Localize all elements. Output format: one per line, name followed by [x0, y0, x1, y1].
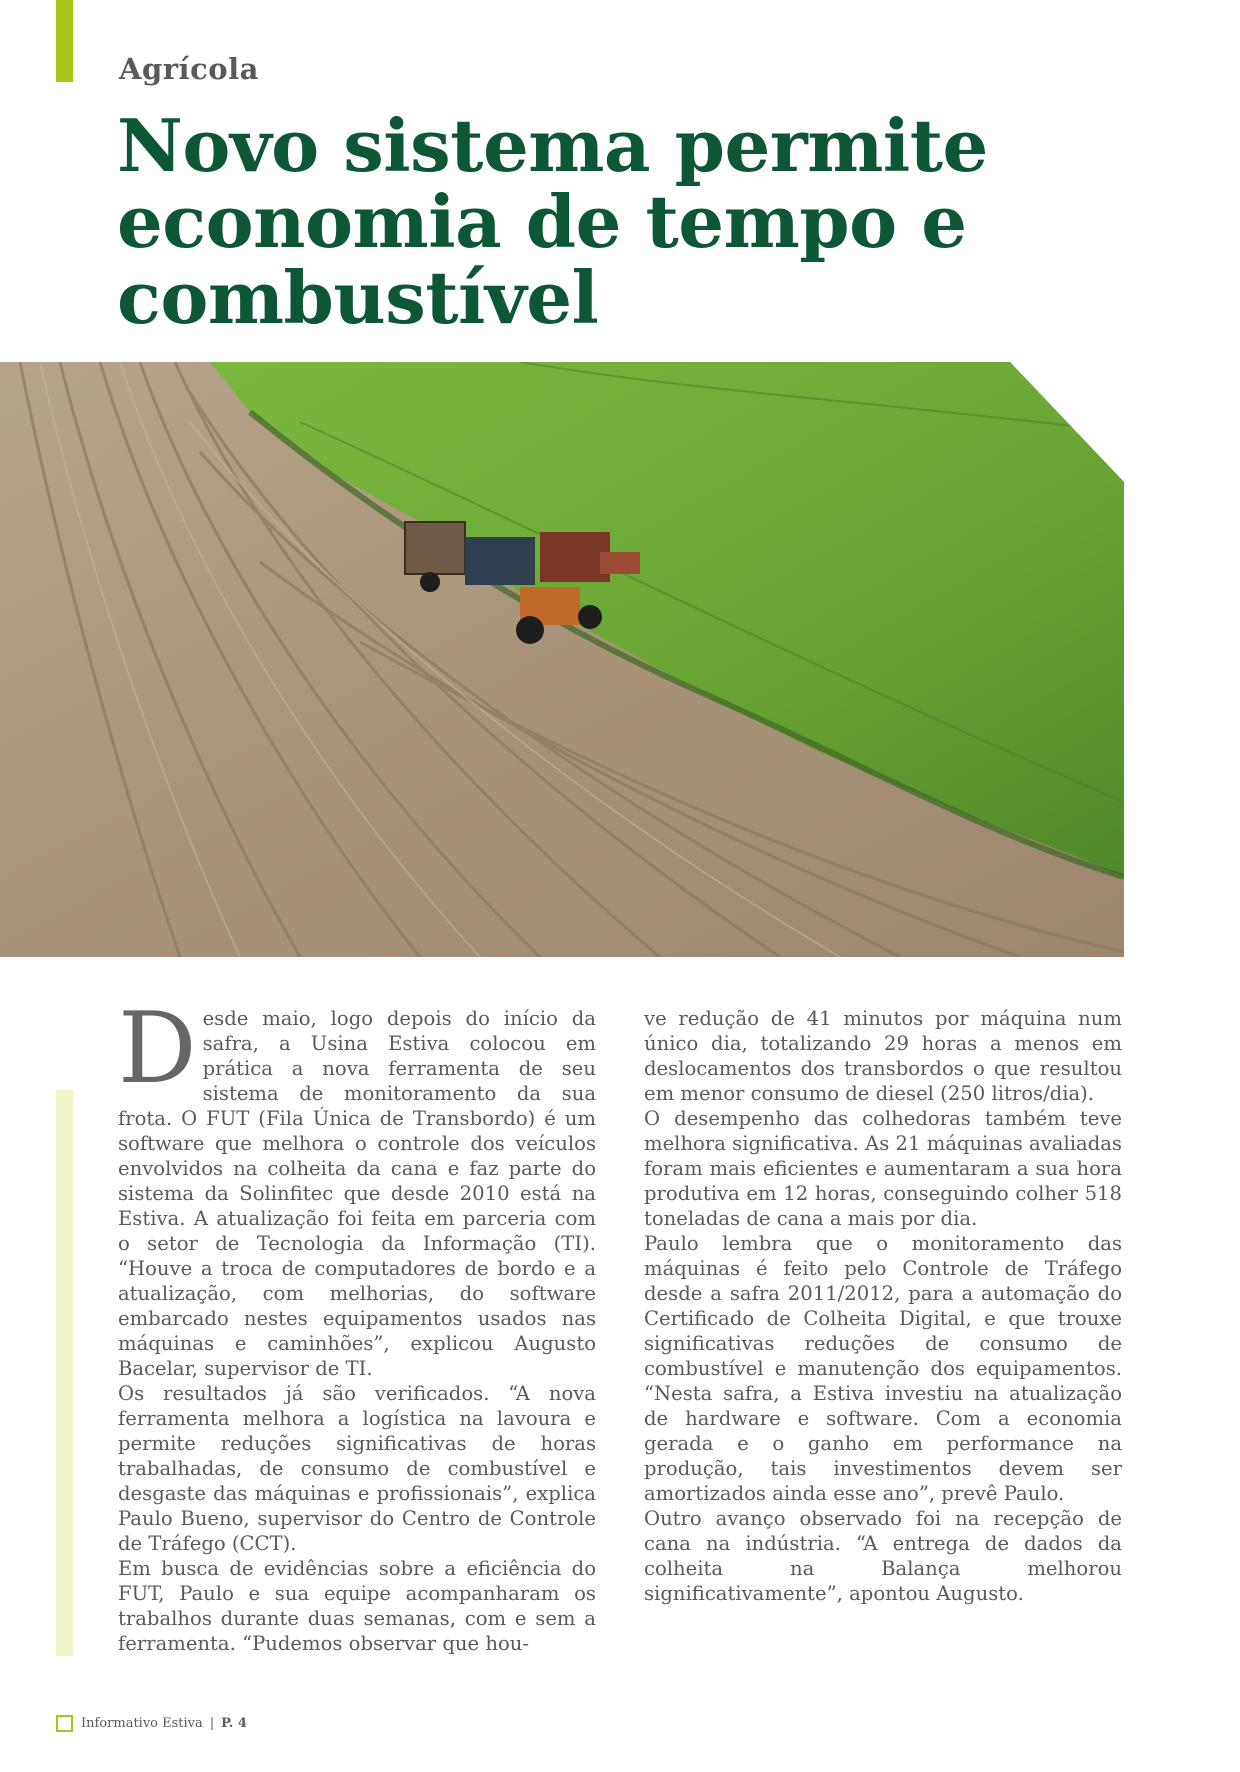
headline	[117, 103, 1177, 340]
publication-name: Informativo Estiva	[81, 1715, 203, 1731]
page-footer	[56, 1713, 247, 1733]
paragraph-text: esde maio, logo depois do início da safra, a Usina Estiva colocou em prática a nova ferramenta de seu sistema de monitoramento da sua frota. O FUT (Fila Única de Transbordo) é um software que melhora o controle dos veículos envolvidos na colheita da cana e faz parte do sistema da Solinfitec que desde 2010 está na Estiva. A atualização foi feita em parceria com o setor de Tecnologia da Informação (TI). “Houve a troca de computadores de bordo e a atualização, com melhorias, do software embarcado nestes equipamentos usados nas máquinas e caminhões”, explicou Augusto Bacelar, supervisor de TI.	[118, 1007, 596, 1380]
article-paragraph: Em busca de evidências sobre a eficiência do FUT, Paulo e sua equipe acompanharam os trabalhos durante duas semanas, com e sem a ferramenta. “Pudemos observar que hou-	[118, 1557, 596, 1655]
article-paragraph: Paulo lembra que o monitoramento das máquinas é feito pelo Controle de Tráfego desde a safra 2011/2012, para a automação do Certificado de Colheita Digital, e que trouxe significativas reduções de consumo de combustível e manutenção dos equipamentos. “Nesta safra, a Estiva investiu na atualização de hardware e software. Com a economia gerada e o ganho em performance na produção, tais investimentos devem ser amortizados ainda esse ano”, prevê Paulo.	[644, 1232, 1122, 1505]
page-number: P. 4	[221, 1715, 247, 1731]
article-paragraph	[118, 992, 596, 1381]
dropcap: D	[118, 992, 197, 1106]
section-label: Agrícola	[119, 52, 259, 86]
article-column-right	[644, 1006, 1122, 1606]
article-paragraph: Outro avanço observado foi na recepção de cana na indústria. “A entrega de dados da colheita na Balança melhorou significativamente”, apontou Augusto.	[644, 1507, 1122, 1605]
article-accent-bar	[56, 1090, 73, 1656]
article-paragraph: Os resultados já são verificados. “A nova ferramenta melhora a logística na lavoura e permite reduções significativas de horas trabalhadas, de consumo de combustível e desgaste das máquinas e profissionais”, explica Paulo Bueno, supervisor do Centro de Controle de Tráfego (CCT).	[118, 1382, 596, 1555]
footer-square-icon	[56, 1715, 73, 1732]
article-column-left	[118, 992, 596, 1656]
headline-line-2: economia de tempo e	[117, 179, 967, 264]
headline-line-3: combustível	[117, 255, 599, 340]
top-accent-bar	[56, 0, 73, 82]
footer-separator: |	[209, 1715, 215, 1731]
field-photo	[0, 362, 1124, 957]
article-paragraph: ve redução de 41 minutos por máquina num único dia, totalizando 29 horas a menos em deslocamentos dos transbordos o que resultou em menor consumo de diesel (250 litros/dia).	[644, 1007, 1122, 1105]
article-paragraph: O desempenho das colhedoras também teve melhora significativa. As 21 máquinas avaliadas foram mais eficientes e aumentaram a sua hora produtiva em 12 horas, conseguindo colher 518 toneladas de cana a mais por dia.	[644, 1107, 1122, 1230]
headline-line-1: Novo sistema permite	[117, 103, 988, 188]
